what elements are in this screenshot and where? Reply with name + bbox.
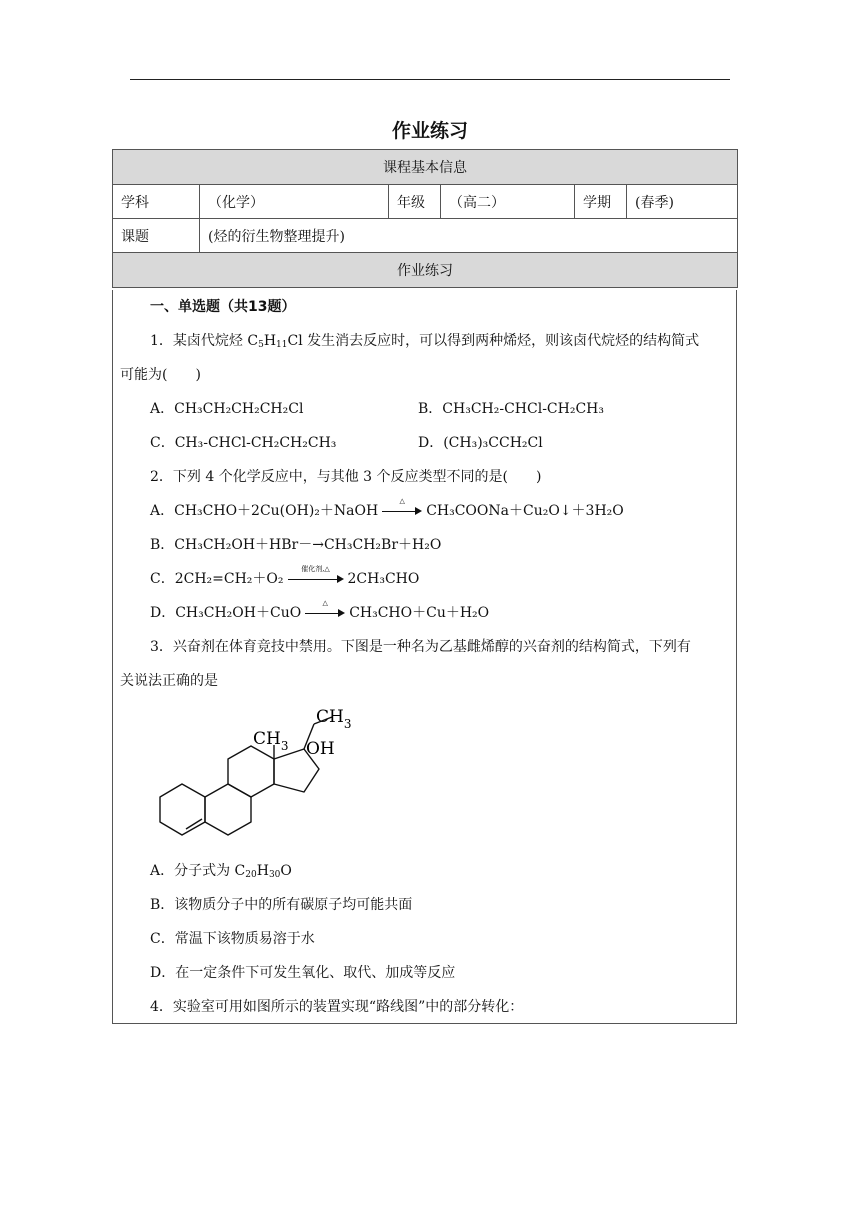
- section-homework: 作业练习: [113, 253, 738, 288]
- q2-option-c: C．2CH₂=CH₂＋O₂ 催化剂,△ 2CH₃CHO: [150, 565, 420, 587]
- topic-label: 课题: [113, 219, 200, 253]
- reaction-arrow: △: [305, 607, 345, 619]
- subject-label: 学科: [113, 185, 200, 219]
- q1-option-d: D．(CH₃)₃CCH₂Cl: [418, 435, 543, 451]
- ch3-methyl-label: $CH_3$: [253, 729, 289, 753]
- q1-stem-line2: 可能为( ): [120, 367, 201, 383]
- q1-option-a: A．CH₃CH₂CH₂CH₂Cl: [150, 401, 304, 417]
- term-value: (春季): [627, 185, 738, 219]
- grade-label: 年级: [389, 185, 441, 219]
- q2-option-a: A．CH₃CHO＋2Cu(OH)₂＋NaOH △ CH₃COONa＋Cu₂O↓＋3H₂O: [150, 497, 624, 519]
- q1-option-b: B．CH₃CH₂-CHCl-CH₂CH₃: [418, 401, 604, 417]
- reaction-arrow: △: [382, 505, 422, 517]
- q3-stem: 3．兴奋剂在体育竞技中禁用。下图是一种名为乙基雌烯醇的兴奋剂的结构简式，下列有: [150, 639, 691, 655]
- term-label: 学期: [575, 185, 627, 219]
- q3-option-a: A．分子式为 $C_{20}H_{30}O$: [150, 863, 292, 880]
- topic-value: (烃的衍生物整理提升): [200, 219, 738, 253]
- course-info-table: [112, 149, 738, 288]
- q2-stem: 2．下列 4 个化学反应中，与其他 3 个反应类型不同的是( ): [150, 469, 542, 485]
- q1-stem: 1．某卤代烷烃 $C_5H_{11}Cl$ 发生消去反应时，可以得到两种烯烃，则该卤代烷烃的结构简式: [150, 333, 700, 350]
- grade-value: （高二）: [441, 185, 575, 219]
- q4-stem: 4．实验室可用如图所示的装置实现“路线图”中的部分转化：: [150, 999, 524, 1015]
- q3-option-b: B．该物质分子中的所有碳原子均可能共面: [150, 897, 413, 913]
- ch3-ethyl-label: $CH_3$: [316, 707, 352, 731]
- oh-label: OH: [306, 739, 335, 759]
- q3-option-d: D．在一定条件下可发生氧化、取代、加成等反应: [150, 965, 456, 981]
- q2-option-d: D．CH₃CH₂OH＋CuO △ CH₃CHO＋Cu＋H₂O: [150, 599, 490, 621]
- section-course-info: 课程基本信息: [113, 150, 738, 185]
- q3-option-c: C．常温下该物质易溶于水: [150, 931, 315, 947]
- section-heading: 一、单选题（共13题）: [150, 299, 296, 315]
- q1-option-c: C．CH₃-CHCl-CH₂CH₂CH₃: [150, 435, 337, 451]
- q2-option-b: B．CH₃CH₂OH＋HBr－→CH₃CH₂Br＋H₂O: [150, 537, 442, 553]
- page-title: 作业练习: [391, 120, 468, 142]
- reaction-arrow: 催化剂,△: [288, 573, 344, 585]
- subject-value: （化学）: [200, 185, 389, 219]
- header-rule: [130, 79, 730, 80]
- q3-stem-line2: 关说法正确的是: [120, 673, 218, 689]
- steroid-structure-diagram: [150, 700, 370, 848]
